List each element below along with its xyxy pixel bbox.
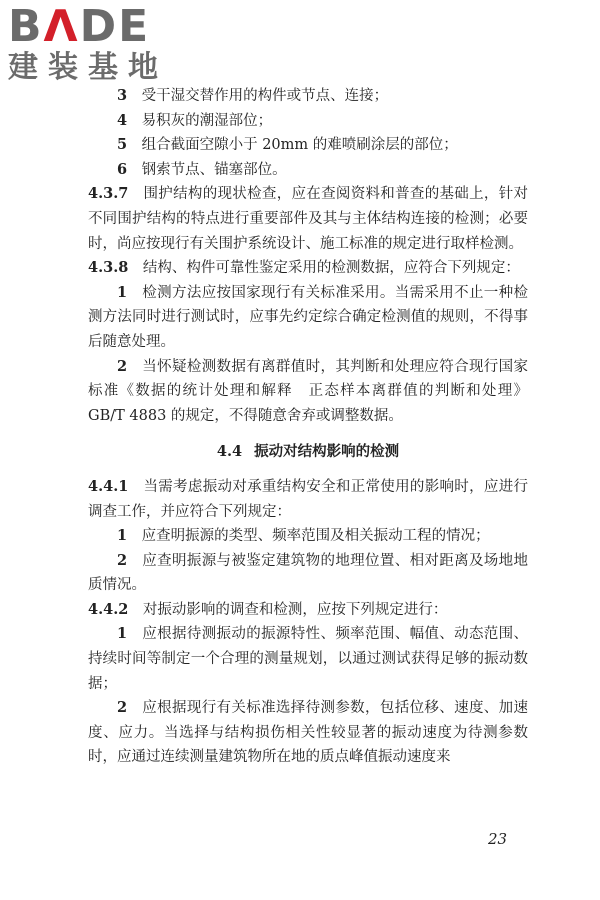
list-item: 6 钢索节点、锚塞部位。 [117,160,287,178]
list-item: 4 易积灰的潮湿部位； [117,111,273,129]
watermark-brand: BΛDE [8,1,151,52]
section-title: 4.4 振动对结构影响的检测 [216,443,400,461]
page-number: 23 [488,830,508,848]
list-item: 1 检测方法应按国家现行有关标准采用。当需采用不止一种检测方法同时进行测试时，应事先约定综合确定检测值的规则，不得事后随意处理。 [88,283,529,350]
clause-number: 4.4.1 [88,477,129,495]
clause-number: 4.4.2 [88,600,129,618]
list-item: 3 受干湿交替作用的构件或节点、连接； [117,87,389,104]
document-body [88,84,528,770]
clause-number: 4.3.7 [88,185,129,203]
clause-4-4-2: 4.4.2 对振动影响的调查和检测，应按下列规定进行： [88,600,448,618]
clause-4-4-1: 4.4.1 当需考虑振动对承重结构安全和正常使用的影响时，应进行调查工作，并应符合下列规定： [88,477,529,520]
watermark-logo [8,1,178,96]
list-item: 2 应根据现行有关标准选择待测参数，包括位移、速度、加速度、应力。当选择与结构损伤相关性较显著的振动速度为待测参数时，应通过连续测量建筑物所在地的质点峰值振动速度来 [88,699,529,766]
list-item: 1 应根据待测振动的振源特性、频率范围、幅值、动态范围、持续时间等制定一个合理的测量规划，以通过测试获得足够的振动数据； [88,625,529,692]
watermark-subtitle: 建装基地 [8,50,168,85]
list-item: 2 当怀疑检测数据有离群值时，其判断和处理应符合现行国家标准《数据的统计处理和解释 正态样本离群值的判断和处理》GB/T 4883 的规定，不得随意舍弃或调整数据。 [88,357,529,424]
clause-4-3-8: 4.3.8 结构、构件可靠性鉴定采用的检测数据，应符合下列规定： [88,259,520,277]
clause-4-3-7: 4.3.7 围护结构的现状检查，应在查阅资料和普查的基础上，针对不同围护结构的特点进行重要部件及其与主体结构连接的检测；必要时，尚应按现行有关围护系统设计、施工标准的规定进行取样检测。 [88,185,529,252]
clause-number: 4.3.8 [88,259,129,277]
list-item: 1 应查明振源的类型、频率范围及相关振动工程的情况； [117,527,490,545]
list-item: 2 应查明振源与被鉴定建筑物的地理位置、相对距离及场地地质情况。 [88,551,529,594]
list-item: 5 组合截面空隙小于 20mm 的难喷刷涂层的部位； [117,136,458,154]
